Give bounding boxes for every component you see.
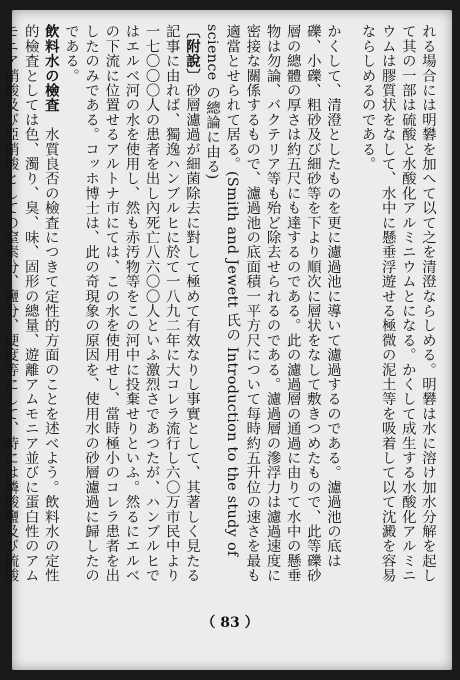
section-heading: 飲料水の檢査 <box>42 24 60 113</box>
page-number: （ 83 ） <box>201 615 259 631</box>
paragraph-appended-note <box>61 24 202 596</box>
paragraph-water-inspection <box>0 24 61 596</box>
paragraph-filter-bed <box>202 24 357 596</box>
note-heading: 〔附說〕 <box>183 24 201 83</box>
paragraph-text: れる場合には明礬を加へて以て之を清澄ならしめる。明礬は水に溶け加水分解を起して其の一部は硫酸と水酸化アルミニウムとになる。かくして成生する水酸化アルミニウムは膠質状をなして、水中に懸垂浮遊せる極微の泥土等を吸着して以て沈澱を容易ならしめるのである。 <box>359 24 436 583</box>
paragraph-text: 砂層濾過が細菌除去に對して極めて有效なりし事實として、其著しく見たる記事に由れば、獨逸ハンブルヒに於て一八九二年に大コレラ流行し六〇万市民中より一七〇〇〇人の患者を出し內死亡八六〇〇人といふ激烈さであつたが、ハンブルヒではエルベ河の水を使用し、然も赤汚物等をこの河中に投棄せりといふ。然るにエルベの下流に位置せるアルトナ市にては、この水を使用せし、當時極小のコレラ患者を出したのみである。コッホ博士は、此の奇現象の原因を、使用水の砂層濾過に歸したのである。 <box>62 24 200 583</box>
paragraph-text: 水質良否の檢査につきて定性的方面のことを述べよう。飲料水の定性的檢査としては色、濁り、臭、味、固形の總量、遊離アムモニア並びに蛋白性のアムモニア硝酸及び亞硝酸としての窒素分、鹽分、硬度等にして、時には燐酸鹽及び硫酸 <box>2 24 59 583</box>
vertical-text-body <box>2 24 438 596</box>
paragraph-text: かくして、清澄としたものを更に濾過池に導いて濾過するのである。濾過池の底は礫、小礫、粗砂及び細砂等を下より順次に層状をなして敷きつめたもので、此等礫砂層の總體の厚さは約五尺にも達するのである。此の濾過層の通過に由りて水中の懸垂物は勿論、バクテリア等も殆ど除去せられるのである。濾過層の滲浮力は濾過速度に密接な關係するもので、濾過池の底面積一平方尺について每時約五升位の速さを最も適當とせられて居る。(Smith and Jewett 氏の Introduction to the study of science の總論に由る) <box>204 24 341 583</box>
paragraph-alum-treatment <box>357 24 438 596</box>
